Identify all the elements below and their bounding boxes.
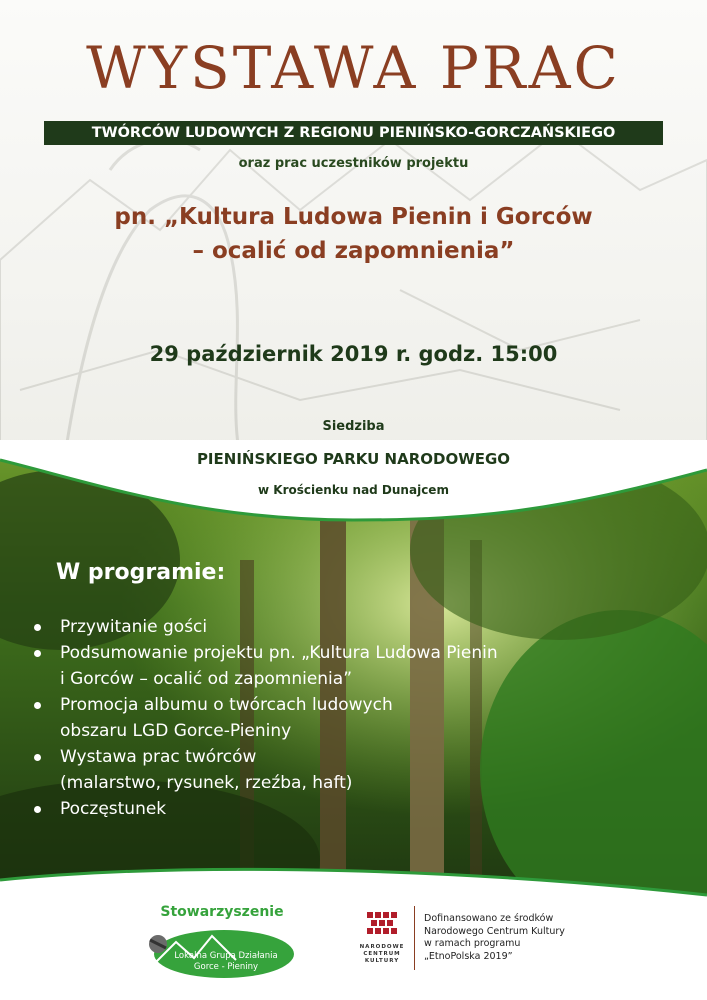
venue-name: PIENIŃSKIEGO PARKU NARODOWEGO xyxy=(196,450,511,468)
lgd-line2: Gorce - Pieniny xyxy=(193,962,259,972)
participants-subtitle: oraz prac uczestników projektu xyxy=(238,156,469,171)
list-item: Przywitanie gości xyxy=(34,614,498,640)
program-heading: W programie: xyxy=(56,560,226,585)
event-datetime: 29 październik 2019 r. godz. 15:00 xyxy=(149,342,558,366)
footer-divider xyxy=(414,906,415,970)
nck-emblem-icon xyxy=(365,906,399,940)
project-name-line1: pn. „Kultura Ludowa Pienin i Gorców xyxy=(114,204,593,230)
bullet-icon xyxy=(34,624,41,631)
list-item: Podsumowanie projektu pn. „Kultura Ludowa Pienin i Gorców – ocalić od zapomnienia” xyxy=(34,640,498,692)
venue-town: w Krościenku nad Dunajcem xyxy=(258,483,449,497)
poster-title: WYSTAWA PRAC xyxy=(86,34,621,102)
lgd-line1: Lokalna Grupa Działania xyxy=(174,951,278,961)
bullet-icon xyxy=(34,702,41,709)
bullet-icon xyxy=(34,806,41,813)
project-name xyxy=(0,200,707,268)
footer xyxy=(0,900,707,1000)
bullet-icon xyxy=(34,754,41,761)
list-item: Poczęstunek xyxy=(34,796,498,822)
lgd-word: Stowarzyszenie xyxy=(160,904,284,920)
list-item: Wystawa prac twórców (malarstwo, rysunek, rzeźba, haft) xyxy=(34,744,498,796)
lgd-logo xyxy=(136,902,296,982)
bullet-icon xyxy=(34,650,41,657)
nck-logo: NARODOWE CENTRUM KULTURY xyxy=(357,906,407,976)
funding-note: Dofinansowano ze środków Narodowego Centrum Kultury w ramach programu „EtnoPolska 2019” xyxy=(424,913,565,962)
creators-banner: TWÓRCÓW LUDOWYCH Z REGIONU PIENIŃSKO-GORCZAŃSKIEGO xyxy=(44,121,663,145)
program-list xyxy=(34,614,498,822)
seat-label: Siedziba xyxy=(322,419,385,434)
list-item: Promocja albumu o twórcach ludowych obszaru LGD Gorce-Pieniny xyxy=(34,692,498,744)
project-name-line2: – ocalić od zapomnienia” xyxy=(192,238,515,264)
